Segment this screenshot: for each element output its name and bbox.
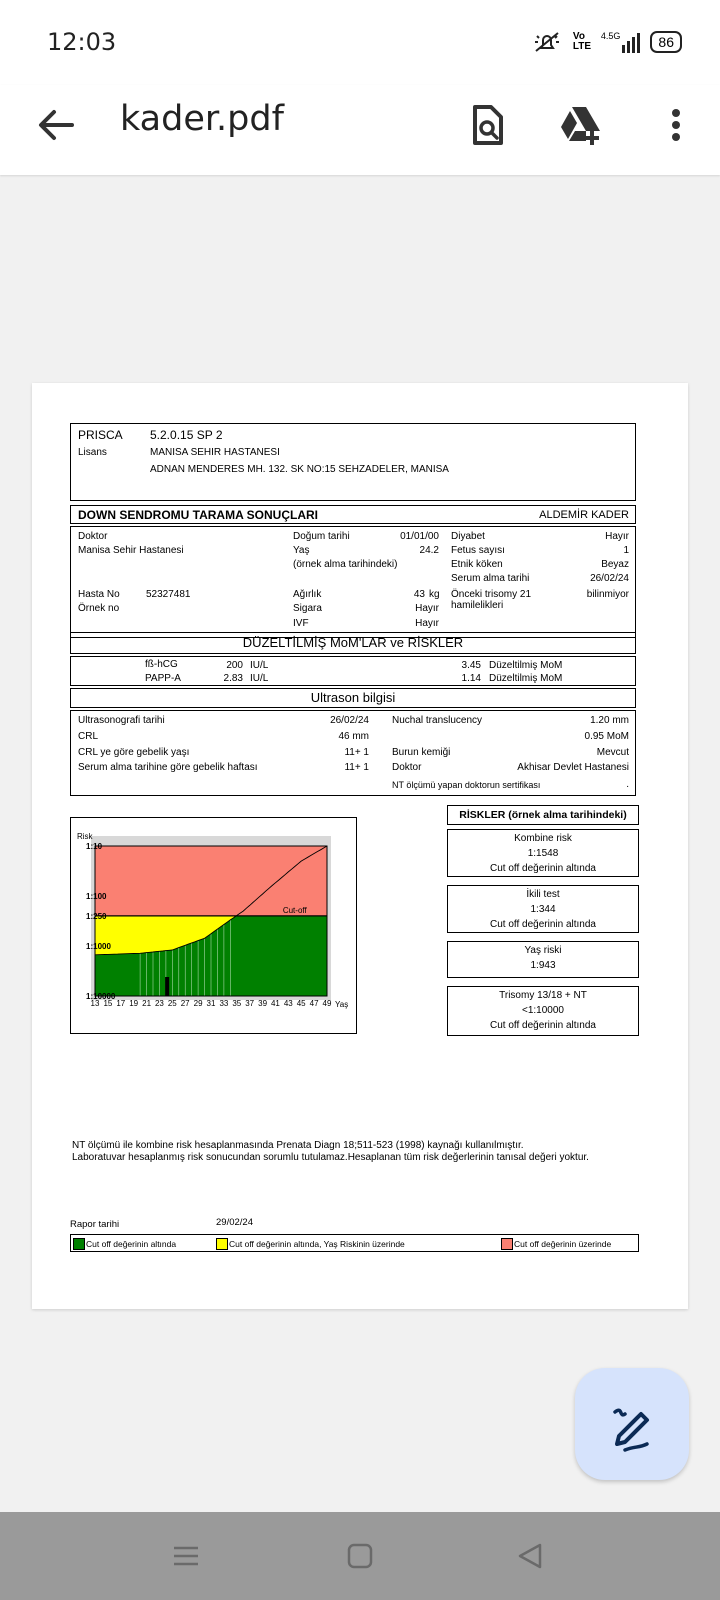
x-tick-label: 23 — [154, 999, 164, 1008]
patient-name: ALDEMİR KADER — [539, 509, 629, 521]
pen-edit-icon — [575, 1368, 689, 1480]
dogum-label: Doğum tarihi — [293, 531, 350, 542]
risk-title: Trisomy 13/18 + NT — [499, 990, 587, 1001]
fetus-value: 1 — [623, 545, 629, 556]
status-icons — [531, 30, 682, 54]
hasta-label: Hasta No — [78, 589, 120, 600]
fetus-label: Fetus sayısı — [451, 545, 505, 556]
y-axis-label: Risk — [77, 832, 93, 841]
footnote-2: Laboratuvar hesaplanmış risk sonucundan sorumlu tutulamaz.Hesaplanan tüm risk değerlerinin tanısal değeri yoktur. — [72, 1152, 589, 1163]
x-tick-label: 47 — [309, 999, 319, 1008]
marker-unit: IU/L — [250, 673, 269, 684]
us-doktor-value: Akhisar Devlet Hastanesi — [517, 762, 629, 773]
prisca-label: PRISCA — [78, 428, 123, 442]
back-icon[interactable] — [514, 1540, 546, 1572]
x-tick-label: 45 — [296, 999, 306, 1008]
prisca-version: 5.2.0.15 SP 2 — [150, 428, 223, 442]
more-vert-icon[interactable] — [652, 101, 700, 149]
serum-hafta-label: Serum alma tarihine göre gebelik haftası — [78, 762, 258, 773]
crl-value: 46 mm — [338, 731, 369, 742]
marker-unit: IU/L — [250, 660, 269, 671]
gebelik-label: CRL ye göre gebelik yaşı — [78, 747, 190, 758]
volte-icon: Vo LTE — [572, 31, 592, 52]
x-tick-label: 39 — [258, 999, 268, 1008]
x-tick-label: 43 — [283, 999, 293, 1008]
sertifika-value: . — [626, 779, 629, 790]
risk-chart-box — [70, 817, 357, 1034]
marker-value: 2.83 — [223, 673, 243, 684]
risk-note: Cut off değerinin altında — [489, 1020, 596, 1031]
risk-title: Kombine risk — [514, 833, 572, 844]
burun-label: Burun kemiği — [392, 747, 451, 758]
agirlik-unit: kg — [429, 589, 440, 600]
risk-value: <1:10000 — [522, 1005, 564, 1016]
x-tick-label: 27 — [180, 999, 190, 1008]
risk-card — [447, 885, 639, 933]
legend-swatch-yellow — [216, 1238, 228, 1250]
nt-value: 1.20 mm — [590, 715, 629, 726]
marker-name: PAPP-A — [145, 673, 181, 684]
mom-title-box — [70, 632, 636, 654]
risk-title: İkili test — [526, 889, 560, 900]
rapor-label: Rapor tarihi — [70, 1219, 120, 1230]
x-tick-label: 15 — [103, 999, 113, 1008]
x-tick-label: 25 — [167, 999, 177, 1008]
patient-info-box — [70, 526, 636, 638]
us-date-value: 26/02/24 — [330, 715, 369, 726]
burun-value: Mevcut — [596, 747, 629, 758]
risk-title: Yaş riski — [524, 945, 562, 956]
legend-swatch-salmon — [501, 1238, 513, 1250]
document-title: kader.pdf — [120, 99, 284, 139]
results-title: DOWN SENDROMU TARAMA SONUÇLARI — [78, 508, 318, 522]
y-tick-label: 1:10 — [86, 842, 103, 851]
y-tick-label: 1:1000 — [86, 942, 111, 951]
serum-label: Serum alma tarihi — [451, 573, 530, 584]
diyabet-label: Diyabet — [451, 531, 485, 542]
x-tick-label: 31 — [206, 999, 216, 1008]
mom-title: DÜZELTİLMİŞ MoM'LAR ve RİSKLER — [242, 635, 464, 650]
risk-note: Cut off değerinin altında — [489, 919, 596, 930]
risk-value: 1:344 — [530, 904, 556, 915]
status-bar — [0, 0, 720, 85]
yas-label: Yaş — [293, 545, 310, 556]
x-tick-label: 13 — [90, 999, 100, 1008]
marker-name: fß-hCG — [145, 659, 178, 670]
lisans-value: MANISA SEHIR HASTANESI — [150, 447, 280, 458]
risk-value: 1:943 — [530, 960, 556, 971]
risk-chart — [71, 818, 356, 1033]
footnote-1: NT ölçümü ile kombine risk hesaplanmasında Prenata Diagn 18;511-523 (1998) kaynağı kullanılmıştır. — [72, 1140, 524, 1151]
marker-mom: 1.14 — [461, 673, 481, 684]
legend-item — [216, 1238, 405, 1250]
doktor-value: Manisa Sehir Hastanesi — [78, 545, 184, 556]
agirlik-value: 43 — [413, 589, 425, 600]
onceki-label-2: hamilelikleri — [451, 600, 504, 611]
risk-card — [447, 829, 639, 877]
onceki-label: Önceki trisomy 21 — [451, 589, 532, 600]
ivf-label: IVF — [293, 618, 309, 629]
cutoff-label: Cut-off — [282, 905, 307, 915]
risk-value: 1:1548 — [527, 848, 559, 859]
markers-box — [70, 656, 636, 686]
sertifika-label: NT ölçümü yapan doktorun sertifikası — [392, 780, 541, 790]
doktor-label: Doktor — [78, 531, 108, 542]
mute-bell-icon — [531, 30, 563, 54]
legend-item — [73, 1238, 176, 1250]
header-box — [70, 423, 636, 501]
x-tick-label: 37 — [245, 999, 255, 1008]
y-tick-label: 1:10000 — [86, 992, 116, 1001]
nt-label: Nuchal translucency — [392, 715, 483, 726]
menu-icon[interactable] — [170, 1540, 202, 1572]
legend-label: Cut off değerinin altında, Yaş Riskinin üzerinde — [229, 1239, 405, 1249]
drive-add-icon[interactable] — [556, 101, 604, 149]
clock: 12:03 — [47, 28, 117, 56]
battery-indicator: 86 — [650, 31, 682, 53]
risk-note: Cut off değerinin altında — [489, 863, 596, 874]
onceki-value: bilinmiyor — [586, 589, 629, 600]
ivf-value: Hayır — [415, 618, 439, 629]
legend — [70, 1234, 639, 1252]
results-title-box — [70, 505, 636, 524]
hasta-value: 52327481 — [146, 589, 191, 600]
marker-value: 200 — [226, 660, 243, 671]
x-axis-label: Yaş — [335, 1000, 349, 1009]
sigara-value: Hayır — [415, 603, 439, 614]
risk-card — [447, 986, 639, 1036]
us-date-label: Ultrasonografi tarihi — [78, 715, 165, 726]
x-tick-label: 49 — [322, 999, 332, 1008]
serum-value: 26/02/24 — [590, 573, 629, 584]
network-type: 4.5G — [600, 31, 621, 41]
ultrasound-box — [70, 710, 636, 796]
us-doktor-label: Doktor — [392, 762, 422, 773]
report — [32, 383, 688, 1309]
us-title: Ultrason bilgisi — [310, 690, 396, 705]
etnik-value: Beyaz — [601, 559, 629, 570]
dogum-value: 01/01/00 — [400, 531, 439, 542]
x-tick-label: 29 — [193, 999, 203, 1008]
app-bar — [0, 85, 720, 175]
yas-note: (örnek alma tarihindeki) — [293, 559, 398, 570]
diyabet-value: Hayır — [605, 531, 629, 542]
marker-mom-label: Düzeltilmiş MoM — [489, 673, 563, 684]
legend-swatch-green — [73, 1238, 85, 1250]
x-tick-label: 17 — [116, 999, 126, 1008]
us-title-box — [70, 688, 636, 708]
x-tick-label: 19 — [129, 999, 139, 1008]
crl-label: CRL — [78, 731, 99, 742]
signal-icon — [601, 31, 641, 53]
agirlik-label: Ağırlık — [293, 589, 322, 600]
system-nav-bar — [0, 1512, 720, 1600]
legend-label: Cut off değerinin altında — [86, 1239, 177, 1249]
risks-title-box — [447, 805, 639, 825]
search-document-icon[interactable] — [463, 101, 511, 149]
x-tick-label: 41 — [270, 999, 280, 1008]
address: ADNAN MENDERES MH. 132. SK NO:15 SEHZADELER, MANISA — [150, 464, 449, 475]
gebelik-value: 11+ 1 — [344, 747, 369, 758]
legend-item — [501, 1238, 611, 1250]
rapor-value: 29/02/24 — [216, 1217, 253, 1228]
nt-mom: 0.95 MoM — [584, 731, 629, 742]
lisans-label: Lisans — [78, 447, 107, 458]
x-tick-label: 35 — [232, 999, 242, 1008]
legend-label: Cut off değerinin üzerinde — [514, 1239, 612, 1249]
y-tick-label: 1:100 — [86, 892, 107, 901]
risks-title: RİSKLER (örnek alma tarihindeki) — [459, 809, 627, 821]
sigara-label: Sigara — [293, 603, 322, 614]
serum-hafta-value: 11+ 1 — [344, 762, 369, 773]
x-tick-label: 21 — [142, 999, 152, 1008]
pdf-page — [32, 383, 688, 1309]
y-tick-label: 1:250 — [86, 911, 107, 921]
patient-marker — [165, 977, 169, 996]
risk-card — [447, 941, 639, 978]
marker-mom: 3.45 — [461, 660, 481, 671]
etnik-label: Etnik köken — [451, 559, 503, 570]
back-arrow-icon[interactable] — [32, 101, 80, 149]
home-icon[interactable] — [344, 1540, 376, 1572]
edit-fab-button[interactable] — [575, 1368, 689, 1480]
x-tick-label: 33 — [219, 999, 229, 1008]
ornek-label: Örnek no — [78, 603, 120, 614]
yas-value: 24.2 — [419, 545, 439, 556]
marker-mom-label: Düzeltilmiş MoM — [489, 660, 563, 671]
